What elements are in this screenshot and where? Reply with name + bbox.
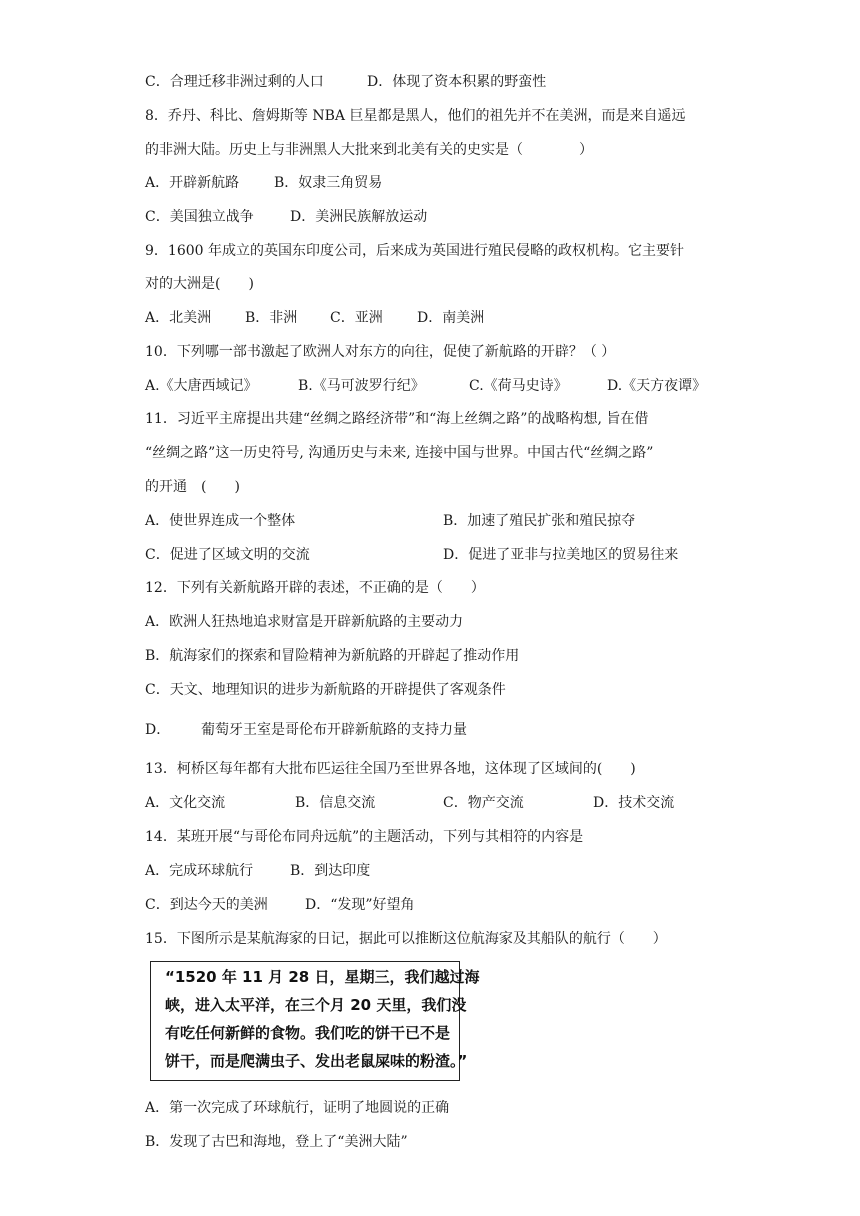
- q11-stem-line-3: 的开通 ( ): [145, 479, 240, 495]
- q9-option-d: D．南美洲: [417, 310, 485, 326]
- q13-option-d: D．技术交流: [593, 795, 675, 811]
- q13-stem: 13．柯桥区每年都有大批布匹运往全国乃至世界各地，这体现了区域间的( ): [145, 761, 636, 777]
- q10-option-a: A.《大唐西域记》: [145, 378, 258, 394]
- q8-option-c: C．美国独立战争: [145, 209, 254, 225]
- q11-stem-line-1: 11．习近平主席提出共建“丝绸之路经济带”和“海上丝绸之路”的战略构想, 旨在借: [145, 411, 649, 427]
- q12-option-c: C．天文、地理知识的进步为新航路的开辟提供了客观条件: [145, 682, 506, 698]
- q8-stem-line-2: 的非洲大陆。历史上与非洲黑人大批来到北美有关的史实是（ ）: [145, 142, 593, 158]
- q7-option-c: C．合理迁移非洲过剩的人口: [145, 74, 324, 90]
- q15-option-b: B．发现了古巴和海地，登上了“美洲大陆”: [145, 1134, 408, 1150]
- q14-option-d: D．“发现”好望角: [305, 897, 415, 913]
- q12-option-a: A．欧洲人狂热地追求财富是开辟新航路的主要动力: [145, 614, 464, 630]
- q8-option-a: A．开辟新航路: [145, 175, 240, 191]
- q15-stem: 15．下图所示是某航海家的日记，据此可以推断这位航海家及其船队的航行（ ）: [145, 931, 667, 947]
- q14-option-a: A．完成环球航行: [145, 863, 254, 879]
- q11-stem-line-2: “丝绸之路”这一历史符号, 沟通历史与未来, 连接中国与世界。中国古代“丝绸之路”: [145, 445, 654, 461]
- q11-option-a: A．使世界连成一个整体: [145, 513, 296, 529]
- q14-option-c: C．到达今天的美洲: [145, 897, 268, 913]
- q13-option-b: B．信息交流: [295, 795, 376, 811]
- diary-quote-line-3: 有吃任何新鲜的食物。我们吃的饼干已不是: [165, 1024, 451, 1042]
- diary-quote-line-1: “1520 年 11 月 28 日，星期三，我们越过海: [165, 968, 480, 986]
- q7-option-d: D．体现了资本积累的野蛮性: [367, 74, 547, 90]
- q12-stem: 12．下列有关新航路开辟的表述，不正确的是（ ）: [145, 580, 485, 596]
- q12-option-d-label: D．: [145, 722, 171, 738]
- q9-stem-line-2: 对的大洲是( ): [145, 276, 254, 292]
- q10-stem: 10．下列哪一部书激起了欧洲人对东方的向往，促使了新航路的开辟？（ ）: [145, 344, 616, 360]
- q11-option-b: B．加速了殖民扩张和殖民掠夺: [443, 513, 636, 529]
- q11-option-c: C．促进了区域文明的交流: [145, 547, 310, 563]
- q13-option-a: A．文化交流: [145, 795, 226, 811]
- q8-option-b: B．奴隶三角贸易: [274, 175, 383, 191]
- q12-option-d: 葡萄牙王室是哥伦布开辟新航路的支持力量: [201, 722, 467, 738]
- q9-option-a: A．北美洲: [145, 310, 212, 326]
- q10-option-b: B.《马可波罗行纪》: [298, 378, 425, 394]
- q11-option-d: D．促进了亚非与拉美地区的贸易往来: [443, 547, 679, 563]
- q9-stem-line-1: 9．1600 年成立的英国东印度公司，后来成为英国进行殖民侵略的政权机构。它主要针: [145, 243, 684, 259]
- q10-option-c: C.《荷马史诗》: [469, 378, 568, 394]
- diary-quote-line-4: 饼干，而是爬满虫子、发出老鼠屎味的粉渣。”: [165, 1052, 468, 1070]
- q10-option-d: D.《天方夜谭》: [607, 378, 707, 394]
- q13-option-c: C．物产交流: [443, 795, 524, 811]
- q8-stem-line-1: 8．乔丹、科比、詹姆斯等 NBA 巨星都是黑人，他们的祖先并不在美洲，而是来自遥远: [145, 108, 686, 124]
- q14-stem: 14．某班开展“与哥伦布同舟远航”的主题活动，下列与其相符的内容是: [145, 829, 584, 845]
- q15-option-a: A．第一次完成了环球航行，证明了地圆说的正确: [145, 1100, 450, 1116]
- q12-option-b: B．航海家们的探索和冒险精神为新航路的开辟起了推动作用: [145, 648, 520, 664]
- q9-option-b: B．非洲: [245, 310, 298, 326]
- q14-option-b: B．到达印度: [290, 863, 371, 879]
- q9-option-c: C．亚洲: [330, 310, 383, 326]
- q8-option-d: D．美洲民族解放运动: [290, 209, 428, 225]
- diary-quote-line-2: 峡，进入太平洋，在三个月 20 天里，我们没: [165, 996, 467, 1014]
